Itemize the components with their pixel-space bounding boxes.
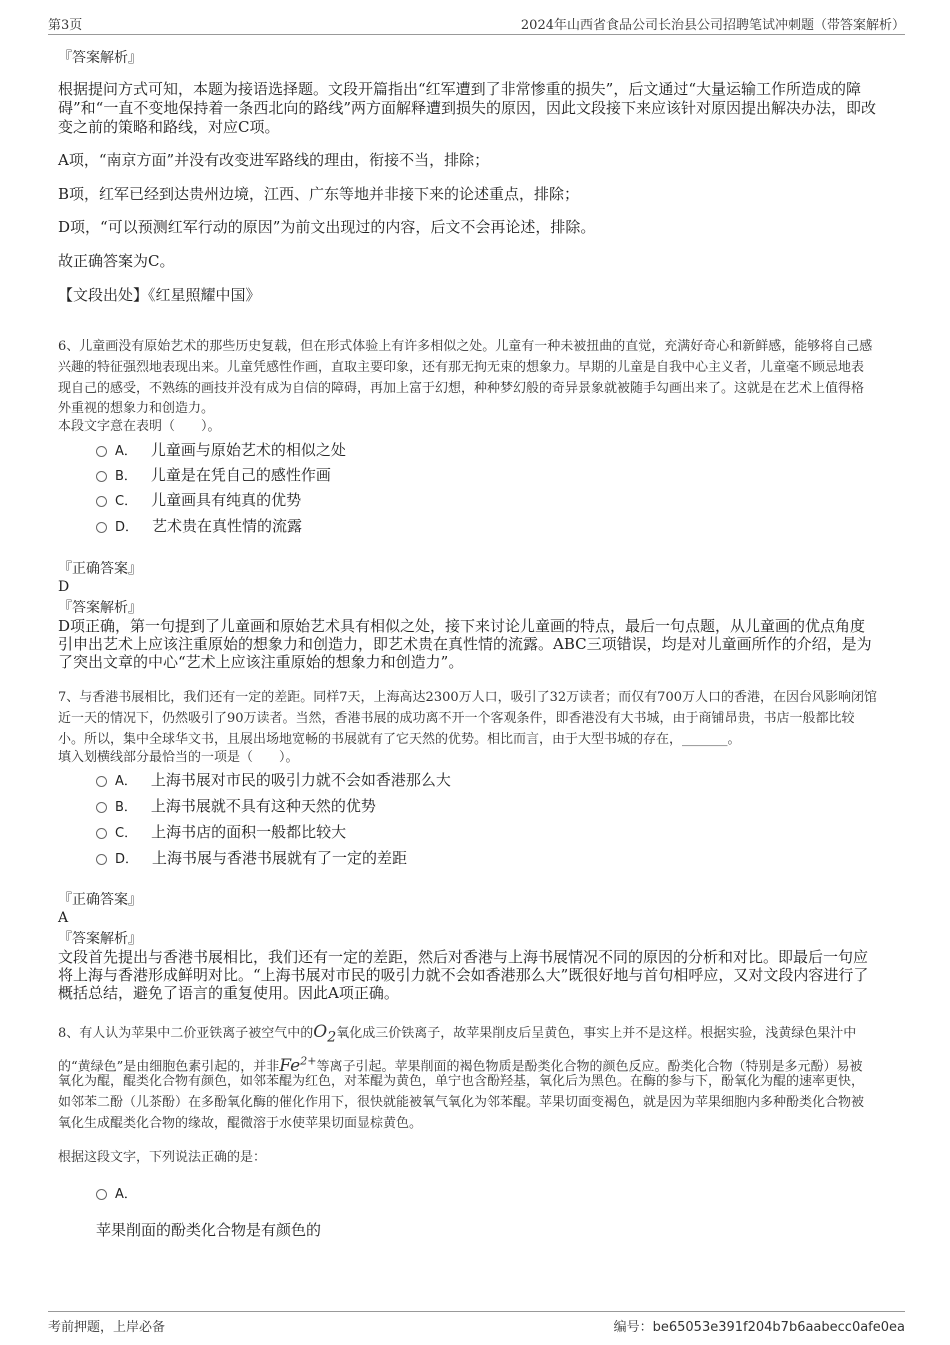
q8-stem-line: 如邻苯二酚（儿茶酚）在多酚氧化酶的催化作用下，很快就能被氧气氧化为邻苯醌。苹果切面变褐色，就是因为苹果细胞内多种酚类化合物被 bbox=[58, 1095, 865, 1110]
q7-stem-line: 小。所以，集中全球华文书，且展出场地宽畅的书展就有了它天然的优势。相比而言，由于大型书城的存在，_______。 bbox=[58, 732, 741, 747]
q8-stem-line: 氧化生成醌类化合物的缘故，醌微溶于水使苹果切面显棕黄色。 bbox=[58, 1116, 423, 1131]
radio-icon[interactable] bbox=[96, 522, 107, 533]
q7-option-c[interactable]: C． 上海书店的面积一般都比较大 bbox=[96, 822, 346, 844]
q7-option-d[interactable]: D． 上海书展与香港书展就有了一定的差距 bbox=[96, 848, 407, 870]
q6-option-c[interactable]: C． 儿童画具有纯真的优势 bbox=[96, 490, 301, 512]
q7-stem-line: 7、与香港书展相比，我们还有一定的差距。同样7天，上海高达2300万人口，吸引了32万读者；而仅有700万人口的香港，在因台风影响闭馆 bbox=[58, 690, 877, 705]
q5-analysis-line: 根据提问方式可知，本题为接语选择题。文段开篇指出“红军遭到了非常惨重的损失”，后文通过“大量运输工作所造成的障 bbox=[58, 80, 862, 98]
q7-analysis-label: 『答案解析』 bbox=[58, 931, 142, 947]
page-number: 第3页 bbox=[48, 18, 83, 33]
q6-stem-line: 6、儿童画没有原始艺术的那些历史复载，但在形式体验上有许多相似之处。儿童有一种未被扭曲的直觉，充满好奇心和新鲜感，能够将自己感 bbox=[58, 339, 873, 354]
q5-option-b-note: B项，红军已经到达贵州边境，江西、广东等地并非接下来的论述重点，排除； bbox=[58, 185, 580, 203]
q6-analysis-line: D项正确，第一句提到了儿童画和原始艺术具有相似之处，接下来讨论儿童画的特点，最后一句点题，从儿童画的优点角度 bbox=[58, 617, 866, 635]
radio-icon[interactable] bbox=[96, 446, 107, 457]
q5-analysis-label: 『答案解析』 bbox=[58, 50, 142, 66]
q6-answer-label: 『正确答案』 bbox=[58, 561, 142, 577]
iron-ion-formula: $Fe^{2+}$ bbox=[279, 1054, 317, 1076]
q5-option-a-note: A项，“南京方面”并没有改变进军路线的理由，衔接不当，排除； bbox=[58, 151, 490, 169]
radio-icon[interactable] bbox=[96, 854, 107, 865]
q6-stem-line: 外重视的想象力和创造力。 bbox=[58, 401, 215, 416]
radio-icon[interactable] bbox=[96, 828, 107, 839]
q7-analysis-line: 概括总结，避免了语言的重复使用。因此A项正确。 bbox=[58, 984, 399, 1002]
q7-option-b[interactable]: B． 上海书展就不具有这种天然的优势 bbox=[96, 796, 376, 818]
q6-answer: D bbox=[58, 579, 70, 595]
q6-question: 本段文字意在表明（ ）。 bbox=[58, 419, 221, 434]
radio-icon[interactable] bbox=[96, 1189, 107, 1200]
oxygen-formula: $O_2$ bbox=[313, 1022, 337, 1046]
q8-option-a-text: 苹果削面的酚类化合物是有颜色的 bbox=[96, 1221, 322, 1239]
radio-icon[interactable] bbox=[96, 776, 107, 787]
q7-option-a[interactable]: A． 上海书展对市民的吸引力就不会如香港那么大 bbox=[96, 770, 451, 792]
q8-stem-line: 的“黄绿色”是由细胞色素引起的，并非$Fe^{2+}$等离子引起。苹果削面的褐色物质是酚类化合物的颜色反应。酚类化合物（特别是多元酚）易被 bbox=[58, 1054, 863, 1076]
q8-question: 根据这段文字，下列说法正确的是： bbox=[58, 1150, 267, 1165]
page-header bbox=[48, 12, 905, 35]
radio-icon[interactable] bbox=[96, 471, 107, 482]
q7-question: 填入划横线部分最恰当的一项是（ ）。 bbox=[58, 750, 299, 765]
q6-analysis-line: 了突出文章的中心“艺术上应该注重原始的想象力和创造力”。 bbox=[58, 653, 464, 671]
q7-stem-line: 近一天的情况下，仍然吸引了90万读者。当然，香港书展的成功离不开一个客观条件，即香港没有大书城，由于商铺昂贵，书店一般都比较 bbox=[58, 711, 855, 726]
q5-conclusion: 故正确答案为C。 bbox=[58, 252, 175, 270]
document-code: 编号：be65053e391f204b7b6aabecc0afe0ea bbox=[613, 1320, 905, 1335]
q6-option-b[interactable]: B． 儿童是在凭自己的感性作画 bbox=[96, 465, 331, 487]
radio-icon[interactable] bbox=[96, 496, 107, 507]
q7-answer: A bbox=[58, 910, 69, 926]
document-title: 2024年山西省食品公司长治县公司招聘笔试冲刺题（带答案解析） bbox=[520, 18, 905, 33]
footer-slogan: 考前押题，上岸必备 bbox=[48, 1320, 166, 1335]
q6-option-a[interactable]: A． 儿童画与原始艺术的相似之处 bbox=[96, 440, 346, 462]
q8-stem-line: 8、有人认为苹果中二价亚铁离子被空气中的$O_2$氧化成三价铁离子，故苹果削皮后呈黄色，事实上并不是这样。根据实验，浅黄绿色果汁中 bbox=[58, 1022, 857, 1046]
q8-option-a[interactable]: A． bbox=[96, 1183, 151, 1205]
q6-analysis-line: 引申出艺术上应该注重原始的想象力和创造力，即艺术贵在真性情的流露。ABC三项错误，均是对儿童画所作的介绍，是为 bbox=[58, 635, 872, 653]
q5-analysis-line: 碍”和“一直不变地保持着一条西北向的路线”两方面解释遭到损失的原因，因此文段接下来应该针对原因提出解决办法，即改 bbox=[58, 99, 877, 117]
q7-analysis-line: 文段首先提出与香港书展相比，我们还有一定的差距，然后对香港与上海书展情况不同的原因的分析和对比。即最后一句应 bbox=[58, 948, 869, 966]
q6-stem-line: 兴趣的特征强烈地表现出来。儿童凭感性作画，直取主要印象，还有那无拘无束的想象力。早期的儿童是自我中心主义者，儿童毫不顾忌地表 bbox=[58, 360, 865, 375]
q8-stem-line: 氧化为醌，醌类化合物有颜色，如邻苯醌为红色，对苯醌为黄色，单宁也含酚羟基，氧化后为黑色。在酶的参与下，酚氧化为醌的速率更快， bbox=[58, 1074, 865, 1089]
q5-analysis-line: 变之前的策略和路线，对应C项。 bbox=[58, 118, 280, 136]
q6-stem-line: 现自己的感受，不熟练的画技并没有成为自信的障碍，再加上富于幻想，种种梦幻般的奇异景象就被随手勾画出来了。这就是在艺术上值得格 bbox=[58, 381, 865, 396]
q5-source: 【文段出处】《红星照耀中国》 bbox=[58, 286, 261, 304]
q5-option-d-note: D项，“可以预测红军行动的原因”为前文出现过的内容，后文不会再论述，排除。 bbox=[58, 218, 596, 236]
q6-option-d[interactable]: D． 艺术贵在真性情的流露 bbox=[96, 516, 302, 538]
radio-icon[interactable] bbox=[96, 802, 107, 813]
q7-answer-label: 『正确答案』 bbox=[58, 892, 142, 908]
q6-analysis-label: 『答案解析』 bbox=[58, 600, 142, 616]
q7-analysis-line: 将上海与香港形成鲜明对比。“上海书展对市民的吸引力就不会如香港那么大”既很好地与首句相呼应，又对文段内容进行了 bbox=[58, 966, 869, 984]
page-footer bbox=[48, 1311, 905, 1336]
